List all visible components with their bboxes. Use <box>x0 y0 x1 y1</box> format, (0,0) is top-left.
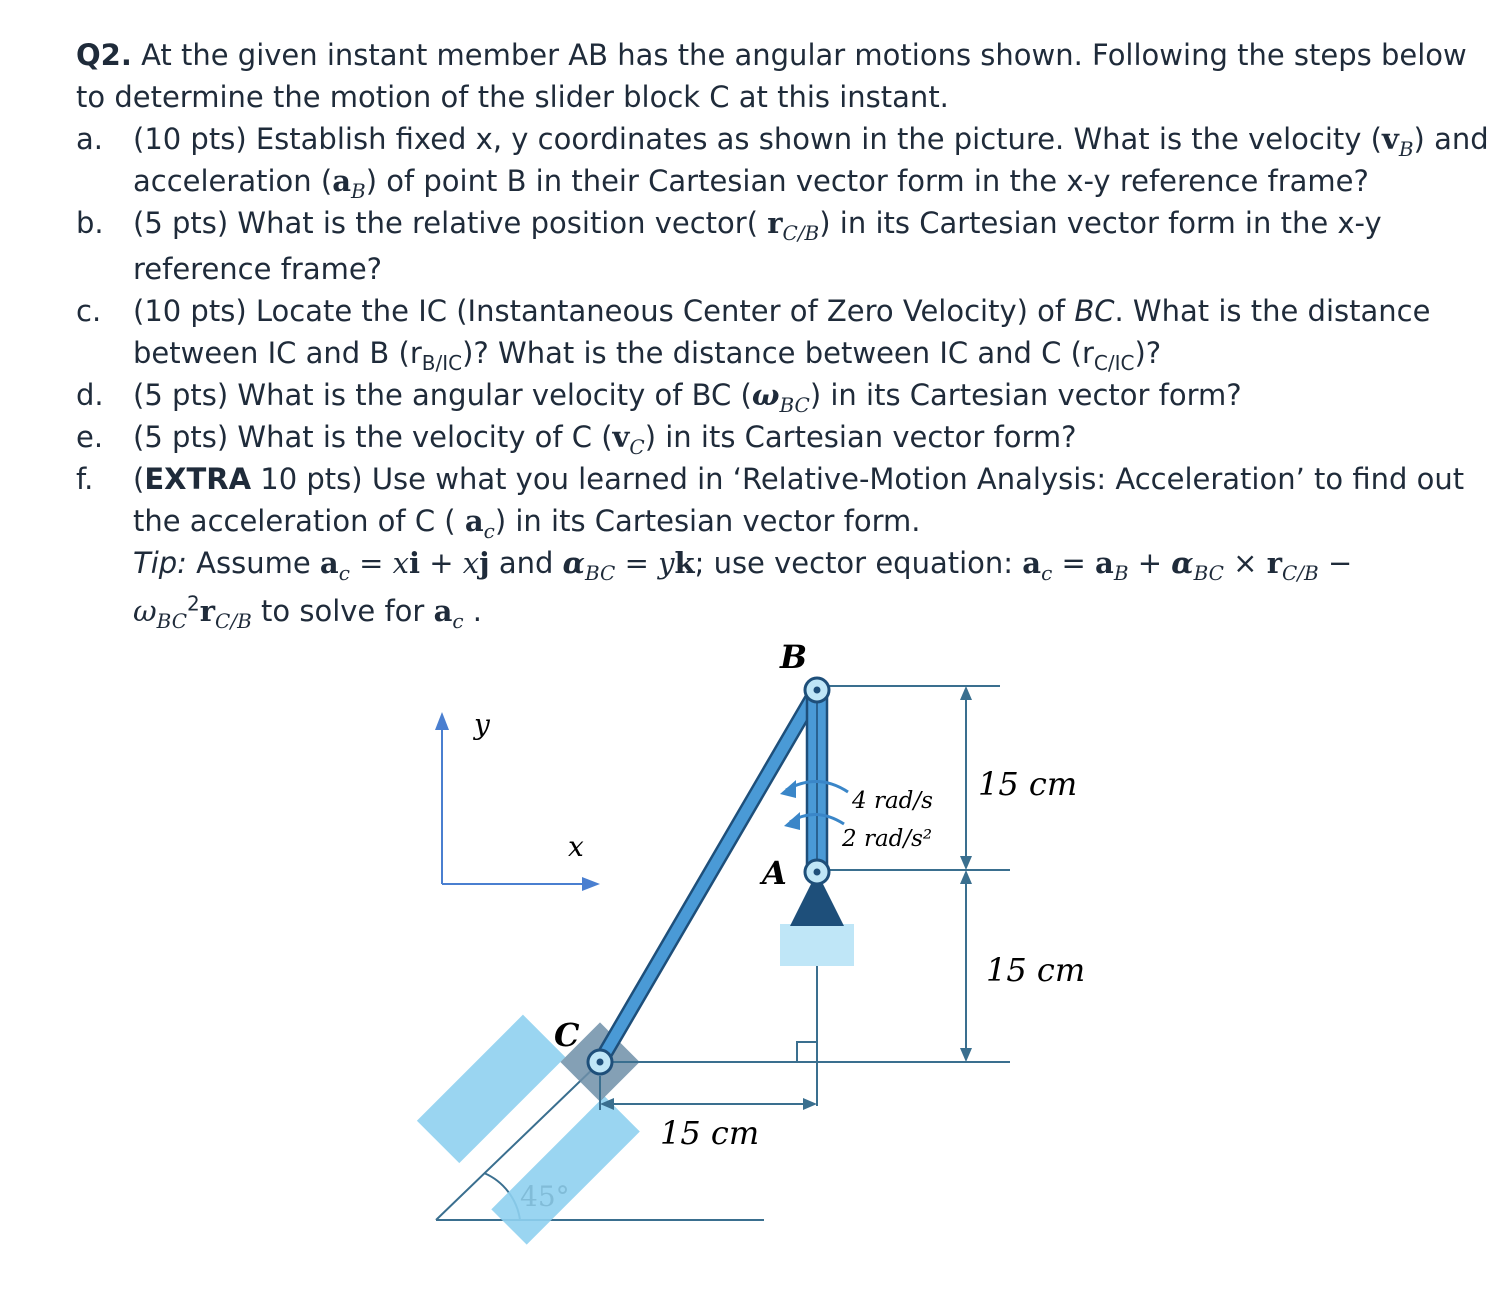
tip-line-2: $\omega_{BC}^2r_{C/B}$ to solve for $a_c$ . <box>133 591 483 633</box>
part-d: d. (5 pts) What is the angular velocity of BC $(\omega_{BC})$ in its Cartesian vector form? <box>76 378 1242 417</box>
ground-hatch <box>780 924 854 966</box>
label-c: C <box>554 1016 580 1054</box>
part-a: a. (10 pts) Establish fixed x, y coordinates as shown in the picture. What is the velocity $(v_B)$ and acceleration $(a_B)$ of point B in their Cartesian vector form in the x-y reference frame? <box>76 122 1489 203</box>
dimension-bottom-label: 15 cm <box>986 951 1086 989</box>
slider-guide-upper <box>417 1015 565 1163</box>
label-b: B <box>780 638 808 676</box>
intro-line-1: Q2. At the given instant member AB has the angular motions shown. Following the steps below <box>76 38 1467 72</box>
label-a: A <box>762 854 787 892</box>
x-axis-label: x <box>568 830 584 863</box>
part-c: c. (10 pts) Locate the IC (Instantaneous Center of Zero Velocity) of BC. What is the distance between IC and B $(r_{B/IC})$? What is the distance between IC and C $(r_{C/IC})$? <box>76 294 1431 375</box>
angular-acceleration-label: 2 rad/s² <box>842 826 933 852</box>
pin-b <box>805 678 829 702</box>
part-e: e. (5 pts) What is the velocity of C $(v_C)$ in its Cartesian vector form? <box>76 420 1077 459</box>
x-arrow-icon <box>582 877 600 891</box>
link-ab <box>807 686 827 872</box>
pin-a <box>805 860 829 884</box>
pin-c <box>588 1050 612 1074</box>
y-axis-label: y <box>474 708 490 741</box>
angular-velocity-label: 4 rad/s <box>852 788 933 814</box>
coordinate-axes <box>435 708 600 891</box>
dimension-horizontal-label: 15 cm <box>660 1114 760 1152</box>
dimension-top-label: 15 cm <box>978 765 1078 803</box>
slider-guide-lower <box>491 1096 639 1244</box>
tip-line-1: Tip: Assume $a_c$ = xi + xj and $\alpha_{BC}$ = yk; use vector equation: $a_c = a_B + \alpha_{BC} \times r_{C/B}$ − <box>133 546 1353 585</box>
intro-line-2: to determine the motion of the slider block C at this instant. <box>76 80 949 114</box>
pin-support-a <box>780 872 854 966</box>
y-arrow-icon <box>435 712 449 730</box>
part-b: b. (5 pts) What is the relative position vector( $r_{C/B}$) in its Cartesian vector form in the x-y reference frame? <box>76 206 1382 286</box>
part-f: f. (EXTRA 10 pts) Use what you learned in ‘Relative-Motion Analysis: Acceleration’ to find out the acceleration of C ( $a_c$) in its Cartesian vector form. <box>76 462 1465 543</box>
